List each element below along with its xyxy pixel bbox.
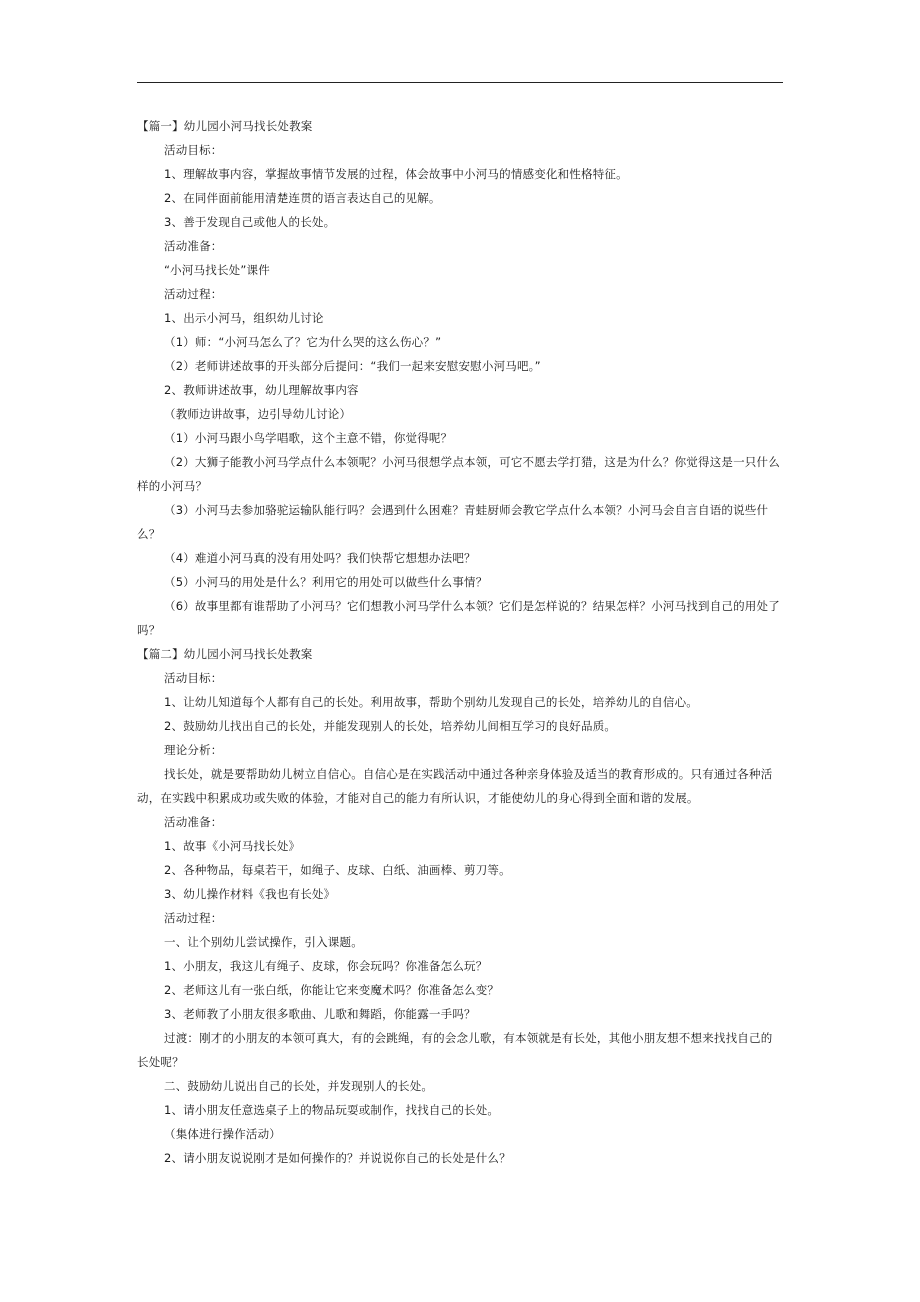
text-line: “小河马找长处”课件 [164,263,270,277]
text-line: 2、老师这儿有一张白纸，你能让它来变魔术吗？你准备怎么变？ [164,983,500,997]
header-rule [137,82,783,83]
text-line: 2、在同伴面前能用清楚连贯的语言表达自己的见解。 [164,191,441,205]
text-line: 1、小朋友，我这儿有绳子、皮球，你会玩吗？你准备怎么玩？ [164,959,488,973]
paragraph: 找长处，就是要帮助幼儿树立自信心。自信心是在实践活动中通过各种亲身体验及适当的教育形成的。只有通过各种活动，在实践中积累成功或失败的体验，才能对自己的能力有所认识，才能使幼儿的身心得到全面和谐的发展。 [137,767,773,805]
text-line: （5）小河马的用处是什么？利用它的用处可以做些什么事情？ [164,575,488,589]
text-line: 活动过程： [164,287,223,301]
document-body [137,114,783,1170]
text-line: （1）师：“小河马怎么了？它为什么哭的这么伤心？” [164,335,442,349]
section-heading: 【篇一】幼儿园小河马找长处教案 [137,119,313,133]
text-line: 1、请小朋友任意选桌子上的物品玩耍或制作，找找自己的长处。 [164,1103,500,1117]
text-line: （教师边讲故事，边引导幼儿讨论） [164,407,352,421]
text-line: 3、善于发现自己或他人的长处。 [164,215,336,229]
paragraph: （2）大狮子能教小河马学点什么本领呢？小河马很想学点本领，可它不愿去学打猎，这是为什么？你觉得这是一只什么样的小河马？ [137,455,780,493]
paragraph: 过渡：刚才的小朋友的本领可真大，有的会跳绳，有的会念儿歌，有本领就是有长处，其他小朋友想不想来找找自己的长处呢？ [137,1031,773,1069]
text-line: 1、理解故事内容，掌握故事情节发展的过程，体会故事中小河马的情感变化和性格特征。 [164,167,628,181]
text-line: 二、鼓励幼儿说出自己的长处，并发现别人的长处。 [164,1079,434,1093]
text-line: 一、让个别幼儿尝试操作，引入课题。 [164,935,363,949]
text-line: 3、幼儿操作材料《我也有长处》 [164,887,336,901]
text-line: （4）难道小河马真的没有用处吗？我们快帮它想想办法吧？ [164,551,476,565]
text-line: 2、请小朋友说说刚才是如何操作的？并说说你自己的长处是什么？ [164,1151,511,1165]
paragraph: （3）小河马去参加骆驼运输队能行吗？会遇到什么困难？青蛙厨师会教它学点什么本领？小河马会自言自语的说些什么？ [137,503,769,541]
text-line: 2、鼓励幼儿找出自己的长处，并能发现别人的长处，培养幼儿间相互学习的良好品质。 [164,719,617,733]
text-line: （1）小河马跟小鸟学唱歌，这个主意不错，你觉得呢？ [164,431,453,445]
text-line: 1、故事《小河马找长处》 [164,839,301,853]
text-line: 1、出示小河马，组织幼儿讨论 [164,311,324,325]
text-line: （2）老师讲述故事的开头部分后提问：“我们一起来安慰安慰小河马吧。” [164,359,541,373]
text-line: 1、让幼儿知道每个人都有自己的长处。利用故事，帮助个别幼儿发现自己的长处，培养幼儿的自信心。 [164,695,699,709]
text-line: 活动准备： [164,239,223,253]
section-heading: 【篇二】幼儿园小河马找长处教案 [137,647,313,661]
text-line: 活动过程： [164,911,223,925]
text-line: （集体进行操作活动） [164,1127,281,1141]
text-line: 理论分析： [164,743,223,757]
text-line: 活动目标： [164,143,223,157]
text-line: 2、教师讲述故事，幼儿理解故事内容 [164,383,359,397]
text-line: 活动目标： [164,671,223,685]
paragraph: （6）故事里都有谁帮助了小河马？它们想教小河马学什么本领？它们是怎样说的？结果怎样？小河马找到自己的用处了吗？ [137,599,780,637]
text-line: 活动准备： [164,815,223,829]
text-line: 3、老师教了小朋友很多歌曲、儿歌和舞蹈，你能露一手吗？ [164,1007,476,1021]
text-line: 2、各种物品，每桌若干，如绳子、皮球、白纸、油画棒、剪刀等。 [164,863,511,877]
